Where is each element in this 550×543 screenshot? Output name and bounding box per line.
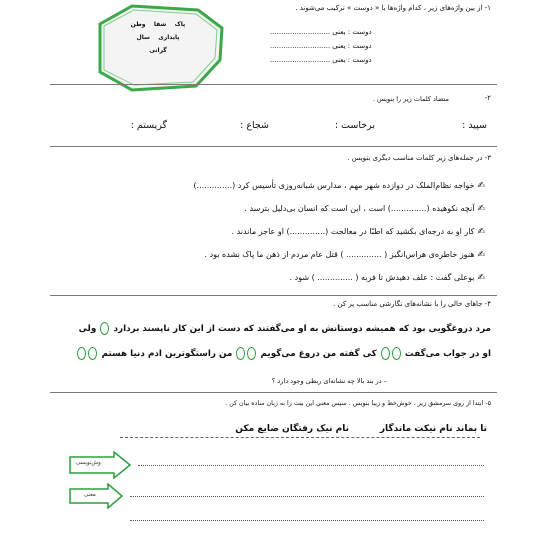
blank-oval[interactable] <box>247 347 256 360</box>
sentence-text[interactable]: آنچه نکوهیده (..............) است ، این است که انسان بی‌دلیل بترسد . <box>244 204 475 213</box>
sentence-row <box>244 204 485 214</box>
writing-line[interactable] <box>130 496 484 497</box>
writing-line[interactable] <box>138 465 484 466</box>
antonym-word: شجاع : <box>240 120 269 131</box>
sentence-row <box>290 273 485 283</box>
verse-underline <box>120 437 480 438</box>
writing-line[interactable] <box>130 520 484 521</box>
section-divider <box>50 392 497 393</box>
sentence-row <box>193 181 485 191</box>
blank-oval[interactable] <box>236 347 245 360</box>
pen-icon: ✍ <box>477 273 485 283</box>
section-divider <box>50 84 497 85</box>
answer-line[interactable]: دوست : یعنی ........................... <box>270 28 372 36</box>
sentence-text[interactable]: بوعلی گفت : علف دهیدش تا فربه ( .............. ) شود . <box>289 273 475 282</box>
question-4-prompt: ۴- جاهای خالی را با نشانه‌های نگارشی مناسب پر کن . <box>333 300 491 308</box>
verse-right: نام نیک رفتگان ضایع مکن <box>235 424 349 434</box>
arrow-label-2: معنی <box>84 492 96 498</box>
sentence-row <box>205 250 486 260</box>
octagon-word: وطن <box>130 21 146 28</box>
octagon-word: گرانی <box>149 47 167 54</box>
sentence-text[interactable]: کار او به درجه‌ای بکشید که اطبّا در معالجت (..............) او عاجز ماندند . <box>231 227 475 236</box>
arrow-shape-2 <box>68 483 124 509</box>
answer-line[interactable]: دوست : یعنی ........................... <box>270 42 372 50</box>
blank-oval[interactable] <box>88 347 97 360</box>
paragraph-text: ولی <box>78 324 97 334</box>
octagon-word: شفا <box>153 21 167 28</box>
section-divider <box>50 295 497 296</box>
sentence-row <box>232 227 485 237</box>
arrow-label-1: وش‌نویسی <box>76 460 101 466</box>
pen-icon: ✍ <box>477 250 485 260</box>
antonym-word: برخاست : <box>334 120 375 131</box>
section-divider <box>50 146 497 147</box>
question-2-number: ۲- <box>484 94 491 102</box>
octagon-word: سال <box>136 34 150 41</box>
pen-icon: ✍ <box>477 181 485 191</box>
paragraph-text: کی گفته من دروغ می‌گویم <box>260 349 377 359</box>
octagon-word: پاک <box>174 21 186 28</box>
pen-icon: ✍ <box>477 204 485 214</box>
sentence-text[interactable]: خواجه نظام‌الملک در دوازده شهر مهم ، مدارس شبانه‌روزی تأسیس کرد (..............) <box>193 181 475 190</box>
answer-line[interactable]: دوست : یعنی ........................... <box>270 56 372 64</box>
octagon-word: پایداری <box>158 34 180 41</box>
question-4-sub: – در بند بالا چه نشانه‌ای ربطی وجود دارد ؟ <box>271 377 387 385</box>
paragraph-text: مرد دروغگویی بود که همیشه دوستانش به او می‌گفتند که دست از این کار ناپسند بردارد <box>113 324 491 334</box>
paragraph-text: من راستگوترین ادم دنیا هستم <box>101 349 233 359</box>
antonym-word: گریستم : <box>130 120 167 131</box>
question-1-prompt: ۱- از بین واژه‌های زیر ، کدام واژه‌ها با « دوست » ترکیب می‌شوند . <box>295 4 491 12</box>
punctuation-paragraph-line-2 <box>76 347 491 360</box>
paragraph-text: او در جواب می‌گفت <box>404 349 491 359</box>
blank-oval[interactable] <box>381 347 390 360</box>
question-3-prompt: ۳- در جمله‌های زیر کلمات مناسب دیگری بنویس . <box>347 154 491 162</box>
blank-oval[interactable] <box>100 322 109 335</box>
question-5-prompt: ۵- ابتدا از روی سرمشق زیر ، خوش‌خط و زیبا بنویس . سپس معنی این بیت را به زبان ساده بیان کن . <box>225 400 491 407</box>
blank-oval[interactable] <box>77 347 86 360</box>
question-2-prompt: متضاد کلمات زیر را بنویس . <box>372 95 449 103</box>
antonym-word: سپید : <box>462 120 487 131</box>
worksheet <box>50 0 497 543</box>
punctuation-paragraph-line-1 <box>79 322 491 335</box>
sentence-text[interactable]: هنوز خاطره‌ی هراس‌انگیز ( .............. ) قتل عام مردم از ذهن ما پاک نشده بود . <box>204 250 475 259</box>
pen-icon: ✍ <box>477 227 485 237</box>
verse-left: تا بماند نام نیکت ماندگار <box>379 424 487 434</box>
blank-oval[interactable] <box>392 347 401 360</box>
